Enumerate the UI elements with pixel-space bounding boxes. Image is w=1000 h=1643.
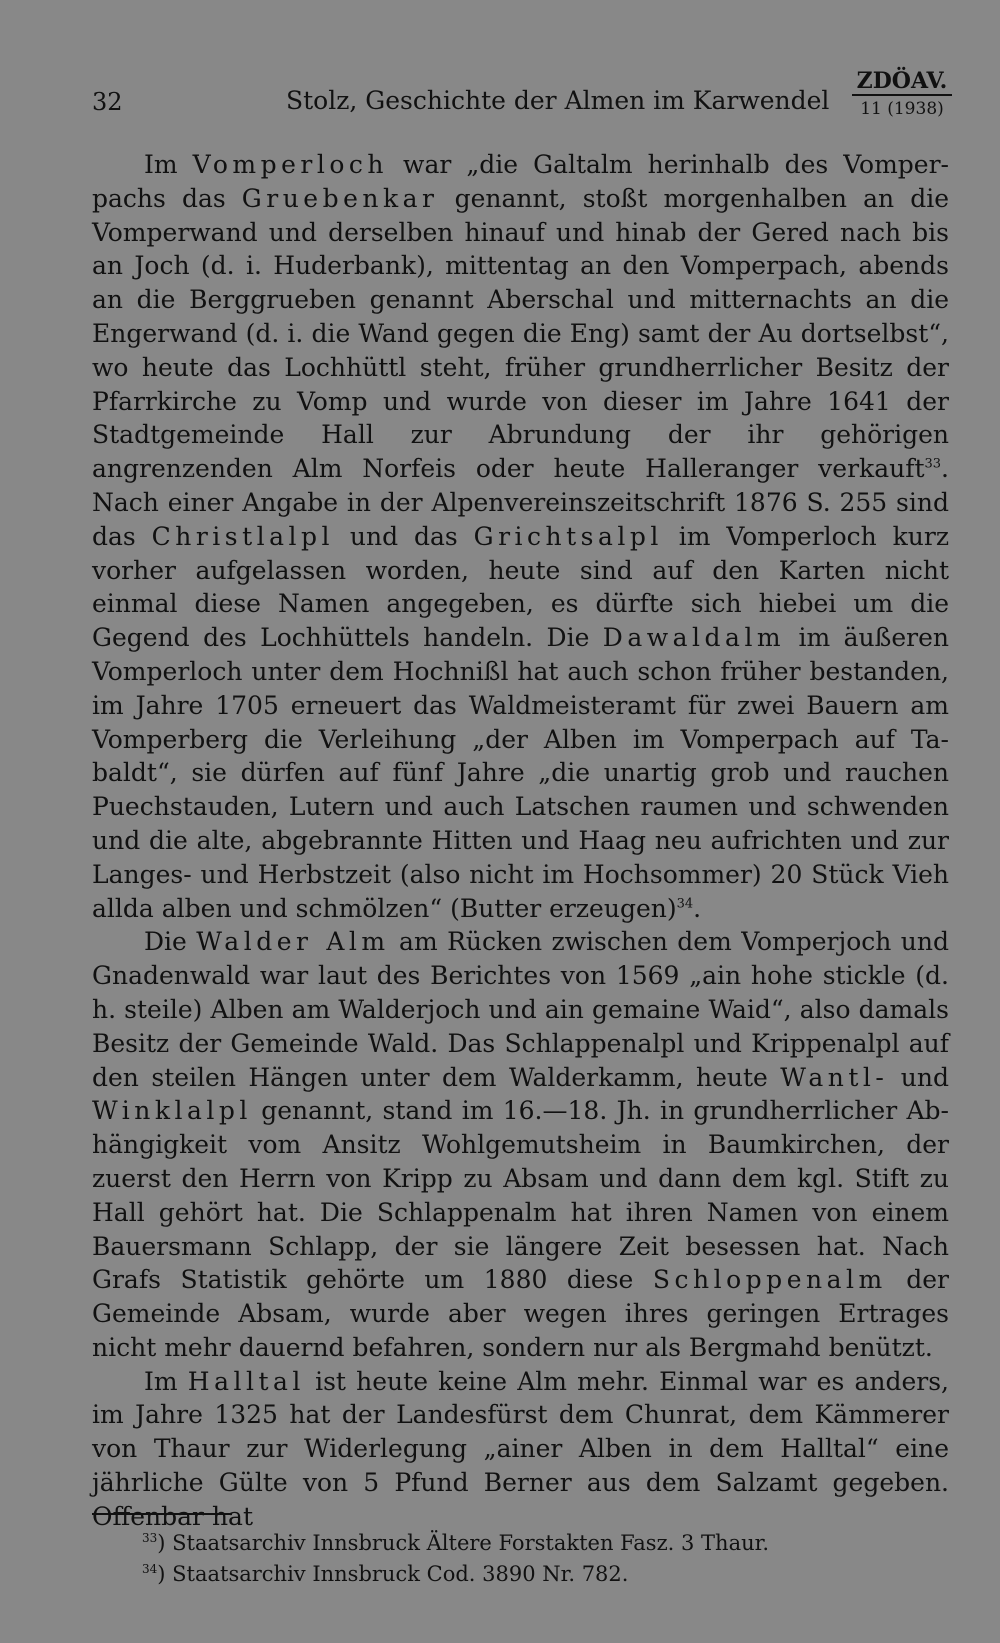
footnote-number: 33 (142, 1531, 158, 1545)
emphasized-term: Halltal (187, 1366, 305, 1396)
emphasized-term: Christlalpl (151, 521, 335, 551)
running-title: Stolz, Geschichte der Almen im Karwendel (286, 86, 830, 115)
text-run: Im (144, 1366, 188, 1396)
footnote-number: 34 (142, 1562, 158, 1576)
text-run: im äußeren Vomperloch unter dem Hochnißl hat auch schon früher bestanden, im Jahre 1705 erneuert das Waldmeisteramt für zwei Bauern am Vomperberg die Verleihung „der Alben im Vomperpach auf Tabaldt“, sie dürfen auf fünf Jahre „die unartig grob und rauchen Puechstauden, Lutern und auch Latschen raumen und schwenden und die alte, abgebrannte Hitten und Haag neu aufrichten und zur Langes- und Herbstzeit (also nicht im Hochsommer) 20 Stück Vieh allda alben und schmölzen“ (Butter erzeugen) (92, 623, 949, 923)
text-run: war „die Galtalm herinhalb des Vomperpachs das (92, 150, 949, 213)
text-run: und (888, 1062, 949, 1092)
text-run: genannt, stoßt morgenhalben an die Vomperwand und derselben hinauf und hinab der Gered nach bis an Joch (d. i. Huderbank), mittentag an den Vomperpach, abends an die Berggrueben genannt Aberschal und mitternachts an die Engerwand (d. i. die Wand gegen die Eng) samt der Au dortselbst“, wo heute das Lochhüttl steht, früher grundherrlicher Besitz der Pfarrkirche zu Vomp und wurde von dieser im Jahre 1641 der Stadtgemeinde Hall zur Abrundung der ihr gehörigen angrenzenden Alm Norfeis oder heute Halleranger verkauft (92, 183, 949, 484)
body-text (92, 148, 949, 1534)
footnote-ref: 34 (676, 896, 694, 912)
footnote-text: ) Staatsarchiv Innsbruck Ältere Forstakten Fasz. 3 Thaur. (157, 1531, 770, 1555)
footnote-34 (142, 1559, 769, 1590)
text-run: Die (144, 927, 197, 957)
emphasized-term: Wantl- (780, 1062, 889, 1092)
journal-volume: 11 (1938) (860, 99, 944, 119)
text-run: Im (144, 150, 193, 179)
text-run: und das (334, 521, 474, 551)
paragraph-vomperloch (92, 148, 949, 925)
emphasized-term: Gruebenkar (241, 183, 439, 213)
footnote-divider (92, 1513, 232, 1515)
emphasized-term: Walder Alm (196, 927, 390, 957)
journal-divider (852, 94, 952, 96)
emphasized-term: Schloppenalm (652, 1265, 887, 1295)
footnotes (142, 1528, 769, 1590)
text-run: genannt, stand im 16.—18. Jh. in grundherrlicher Abhängigkeit vom Ansitz Wohlgemutsheim in Baumkirchen, der zuerst den Herrn von Kripp zu Absam und dann dem kgl. Stift zu Hall gehört hat. Die Schlappenalm hat ihren Namen von einem Bauersmann Schlapp, der sie längere Zeit besessen hat. Nach Grafs Statistik gehörte um 1880 diese (92, 1096, 949, 1295)
footnote-33 (142, 1528, 769, 1559)
journal-abbreviation: ZDÖAV. (856, 68, 948, 94)
text-run: . Nach einer Angabe in der Alpenvereinszeitschrift 1876 S. 255 sind das (92, 454, 949, 551)
emphasized-term: Winklalpl (92, 1096, 252, 1126)
paragraph-halltal (92, 1365, 949, 1534)
footnote-ref: 33 (924, 456, 942, 472)
emphasized-term: Vomperloch (192, 150, 389, 179)
text-run: im Vomperloch kurz vorher aufgelassen worden, heute sind auf den Karten nicht einmal diese Namen angegeben, es dürfte sich hiebei um die Gegend des Lochhüttels handeln. Die (92, 521, 949, 653)
emphasized-term: Dawaldalm (602, 623, 786, 653)
emphasized-term: Grichtsalpl (473, 521, 663, 551)
page-number: 32 (92, 88, 123, 116)
footnote-text: ) Staatsarchiv Innsbruck Cod. 3890 Nr. 782. (157, 1562, 629, 1586)
text-run: der Gemeinde Absam, wurde aber wegen ihres geringen Ertrages nicht mehr dauernd befahren, sondern nur als Bergmahd benützt. (92, 1265, 949, 1362)
text-run: . (693, 893, 702, 923)
paragraph-walder-alm (92, 925, 949, 1364)
text-run: ist heute keine Alm mehr. Einmal war es anders, im Jahre 1325 hat der Landesfürst dem Chunrat, dem Kämmerer von Thaur zur Widerlegung „ainer Alben in dem Halltal“ eine jährliche Gülte von 5 Pfund Berner aus dem Salzamt gegeben. Offenbar hat (92, 1366, 949, 1531)
journal-reference (852, 70, 952, 119)
text-run: am Rücken zwischen dem Vomperjoch und Gnadenwald war laut des Berichtes von 1569 „ain hohe stickle (d. h. steile) Alben am Walderjoch und ain gemaine Waid“, also damals Besitz der Gemeinde Wald. Das Schlappenalpl und Krippenalpl auf den steilen Hängen unter dem Walderkamm, heute (92, 927, 950, 1092)
